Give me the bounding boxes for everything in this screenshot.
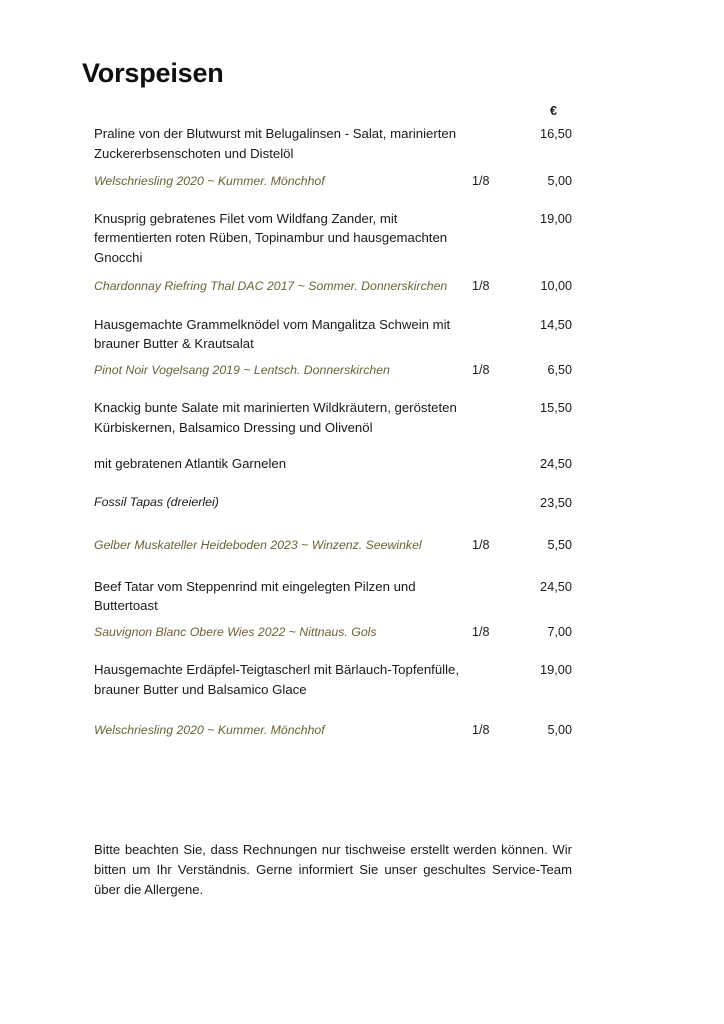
menu-item-row: [94, 398, 572, 437]
wine-row: [94, 721, 572, 741]
menu-item-row: [94, 209, 572, 268]
wine-name: Chardonnay Riefring Thal DAC 2017 ~ Sommer. Donnerskirchen: [94, 279, 448, 293]
item-price: 10,00: [540, 279, 572, 293]
wine-name: Welschriesling 2020 ~ Kummer. Mönchhof: [94, 174, 325, 188]
item-description: Fossil Tapas (dreierlei): [94, 494, 219, 509]
serving-size: 1/8: [472, 362, 490, 377]
item-description: Praline von der Blutwurst mit Belugalinsen - Salat, marinierten Zuckererbsenschoten und Distelöl: [94, 126, 457, 161]
menu-list: [94, 104, 572, 741]
page-title: Vorspeisen: [82, 58, 224, 88]
wine-row: [94, 536, 572, 556]
item-description: Knusprig gebratenes Filet vom Wildfang Zander, mit fermentierten roten Rüben, Topinambur und hausgemachten Gnocchi: [94, 210, 448, 265]
serving-size: 1/8: [472, 624, 490, 639]
currency-header-row: [94, 104, 572, 124]
footer-note: Bitte beachten Sie, dass Rechnungen nur tischweise erstellt werden können. Wir bitten um Ihr Verständnis. Gerne informiert Sie unser geschultes Service-Team über die Allergene.: [94, 842, 572, 897]
item-price: 5,00: [547, 174, 572, 188]
wine-row: [94, 361, 572, 381]
item-price: 24,50: [539, 578, 572, 594]
item-price: 19,00: [539, 662, 572, 677]
wine-name: Welschriesling 2020 ~ Kummer. Mönchhof: [94, 723, 325, 737]
item-description: Hausgemachte Grammelknödel vom Mangalitza Schwein mit brauner Butter & Krautsalat: [94, 316, 451, 351]
serving-size: 1/8: [472, 723, 490, 737]
item-price: 7,00: [547, 624, 572, 639]
serving-size: 1/8: [472, 279, 490, 293]
wine-name: Pinot Noir Vogelsang 2019 ~ Lentsch. Donnerskirchen: [94, 362, 390, 377]
wine-row: [94, 623, 572, 643]
euro-symbol: €: [550, 104, 557, 118]
item-price: 24,50: [539, 456, 572, 471]
menu-item-row: [94, 577, 572, 616]
item-price: 23,50: [539, 494, 572, 510]
item-price: 6,50: [547, 362, 572, 377]
wine-name: Gelber Muskateller Heideboden 2023 ~ Winzenz. Seewinkel: [94, 538, 422, 552]
menu-rows: [94, 124, 572, 741]
item-description: Hausgemachte Erdäpfel-Teigtascherl mit Bärlauch-Topfenfülle, brauner Butter und Balsamico Glace: [94, 662, 460, 697]
menu-item-row: [94, 315, 572, 354]
item-price: 14,50: [539, 316, 572, 332]
menu-item-row: [94, 660, 572, 699]
wine-row: [94, 172, 572, 192]
serving-size: 1/8: [472, 538, 490, 552]
item-price: 16,50: [539, 126, 572, 141]
item-price: 5,50: [547, 538, 572, 552]
wine-row: [94, 277, 572, 297]
item-price: 19,00: [539, 210, 572, 226]
serving-size: 1/8: [472, 174, 490, 188]
menu-item-row: [94, 124, 572, 163]
menu-item-row: [94, 493, 572, 513]
item-price: 15,50: [539, 400, 572, 415]
item-description: Beef Tatar vom Steppenrind mit eingelegten Pilzen und Buttertoast: [94, 578, 416, 613]
item-description: Knackig bunte Salate mit marinierten Wildkräutern, gerösteten Kürbiskernen, Balsamico Dressing und Olivenöl: [94, 400, 457, 435]
menu-item-row: [94, 454, 572, 474]
item-description: mit gebratenen Atlantik Garnelen: [94, 456, 287, 471]
item-price: 5,00: [547, 723, 572, 737]
wine-name: Sauvignon Blanc Obere Wies 2022 ~ Nittnaus. Gols: [94, 624, 377, 639]
